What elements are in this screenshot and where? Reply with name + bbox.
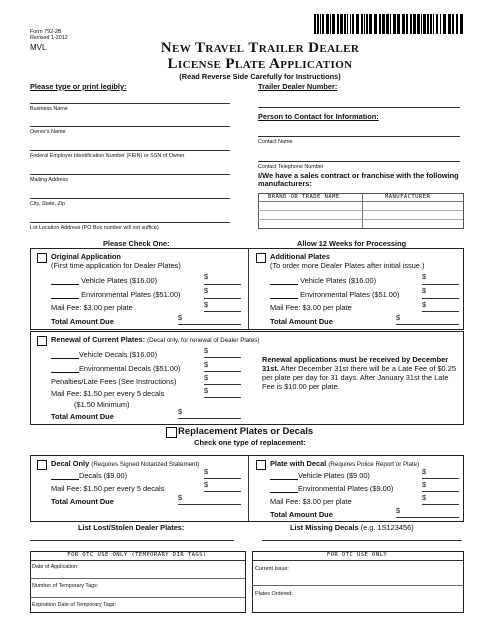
brand-column-header: BRAND OR TRADE NAME xyxy=(268,194,340,200)
renewal-mail-fee: Mail Fee: $1.50 per every 5 decals xyxy=(51,389,165,398)
decal-only-qty[interactable] xyxy=(51,472,79,480)
check-one-label: Please Check One: xyxy=(103,239,170,248)
dollar-sign: $ xyxy=(422,286,427,295)
manufacturer-column-header: MANUFACTURER xyxy=(385,194,431,200)
decal-only-fee-amount[interactable] xyxy=(204,491,241,492)
plates-ordered-label: Plates Ordered: xyxy=(255,591,293,597)
plate-decal-env-amount[interactable] xyxy=(422,491,459,492)
additional-plates-title: Additional Plates xyxy=(270,252,330,261)
original-total-label: Total Amount Due xyxy=(51,317,114,326)
plate-with-decal-title: Plate with Decal xyxy=(270,459,327,468)
dollar-sign: $ xyxy=(396,313,401,322)
plate-with-decal-checkbox[interactable] xyxy=(256,460,266,470)
dollar-sign: $ xyxy=(178,313,183,322)
form-subtitle: (Read Reverse Side Carefully for Instructions) xyxy=(179,72,341,81)
dollar-sign: $ xyxy=(204,480,209,489)
agency-code: MVL xyxy=(30,43,47,52)
original-vehicle-qty[interactable] xyxy=(51,277,79,285)
business-name-label: Business Name xyxy=(30,106,68,112)
original-application-subtitle: (First time application for Dealer Plates) xyxy=(51,261,181,270)
plate-decal-vehicle-qty[interactable] xyxy=(270,472,298,480)
decal-only-total-label: Total Amount Due xyxy=(51,497,114,506)
contact-heading: Person to Contact for Information: xyxy=(258,112,379,121)
additional-env-amount[interactable] xyxy=(422,298,459,299)
renewal-env-qty[interactable] xyxy=(51,365,79,373)
current-issue-label: Current Issue: xyxy=(255,566,289,572)
otc-office-header: FOR OTC USE ONLY xyxy=(326,552,388,558)
temp-tags-expiration-label: Expiration Date of Temporary Tags: xyxy=(32,602,116,608)
additional-env-label: Environmental Plates ($51.00) xyxy=(300,290,400,299)
decal-only-total-amount[interactable] xyxy=(178,504,241,505)
contact-phone-label: Contact Telephone Number xyxy=(258,164,324,170)
dollar-sign: $ xyxy=(422,272,427,281)
plate-decal-env-qty[interactable] xyxy=(270,485,298,493)
form-number: Form 792-2B xyxy=(30,29,62,35)
decal-only-label: Decals ($9.00) xyxy=(79,471,128,480)
dollar-sign: $ xyxy=(396,506,401,515)
dollar-sign: $ xyxy=(204,386,209,395)
missing-decals-example: (e.g. 1S123456) xyxy=(360,523,414,532)
dollar-sign: $ xyxy=(204,360,209,369)
renewal-env-amount[interactable] xyxy=(204,371,241,372)
original-application-checkbox[interactable] xyxy=(37,253,47,263)
additional-total-label: Total Amount Due xyxy=(270,317,333,326)
original-env-label: Environmental Plates ($51.00) xyxy=(81,290,181,299)
additional-plates-checkbox[interactable] xyxy=(256,253,266,263)
renewal-vehicle-amount[interactable] xyxy=(204,357,241,358)
missing-decals-label: List Missing Decals xyxy=(290,523,359,532)
renewal-env-label: Environmental Decals ($51.00) xyxy=(79,364,181,373)
renewal-penalties: Penalties/Late Fees (See Instructions) xyxy=(51,377,177,386)
renewal-deadline-bold: Renewal applications must be received by December 31st. xyxy=(262,355,449,373)
revised-date: Revised 1-2012 xyxy=(30,35,68,41)
replacement-subtitle: Check one type of replacement: xyxy=(194,438,306,447)
original-vehicle-amount[interactable] xyxy=(204,284,241,285)
plate-decal-vehicle-amount[interactable] xyxy=(422,478,459,479)
dollar-sign: $ xyxy=(204,272,209,281)
lost-stolen-label: List Lost/Stolen Dealer Plates: xyxy=(78,523,185,532)
renewal-title: Renewal of Current Plates: xyxy=(51,335,146,344)
original-application-title: Original Application xyxy=(51,252,121,261)
missing-decals-line xyxy=(290,523,414,532)
dollar-sign: $ xyxy=(178,407,183,416)
manufacturers-heading: I/We have a sales contract or franchise with the following manufacturers: xyxy=(258,171,459,188)
renewal-penalty-amount[interactable] xyxy=(204,384,241,385)
plate-decal-fee-amount[interactable] xyxy=(422,504,459,505)
original-env-amount[interactable] xyxy=(204,298,241,299)
additional-vehicle-qty[interactable] xyxy=(270,277,298,285)
city-state-zip-label: City, State, Zip xyxy=(30,201,65,207)
additional-mail-fee: Mail Fee: $3.00 per plate xyxy=(270,303,352,312)
dollar-sign: $ xyxy=(204,346,209,355)
number-of-temp-tags-label: Number of Temporary Tags: xyxy=(32,583,99,589)
plate-decal-env-label: Environmental Plates ($9.00) xyxy=(298,484,394,493)
dollar-sign: $ xyxy=(204,373,209,382)
decal-only-mail-fee: Mail Fee: $1.50 per every 5 decals xyxy=(51,484,165,493)
additional-vehicle-label: Vehicle Plates ($16.00) xyxy=(300,276,377,285)
original-mail-fee: Mail Fee: $3.00 per plate xyxy=(51,303,133,312)
dealer-number-label: Trailer Dealer Number: xyxy=(258,82,338,91)
plate-decal-total-amount[interactable] xyxy=(396,517,459,518)
renewal-deadline-note xyxy=(262,355,458,391)
processing-time-label: Allow 12 Weeks for Processing xyxy=(297,239,407,248)
form-title-line1: New Travel Trailer Dealer xyxy=(160,40,360,56)
additional-env-qty[interactable] xyxy=(270,291,298,299)
renewal-checkbox[interactable] xyxy=(37,336,47,346)
additional-fee-amount[interactable] xyxy=(422,311,459,312)
plate-decal-vehicle-label: Vehicle Plates ($9.00) xyxy=(298,471,370,480)
renewal-title-note: (Decal only, for renewal of Dealer Plates) xyxy=(147,337,260,344)
renewal-vehicle-label: Vehicle Decals ($16.00) xyxy=(79,350,158,359)
lost-stolen-list[interactable] xyxy=(30,540,234,541)
dollar-sign: $ xyxy=(178,493,183,502)
plate-decal-mail-fee: Mail Fee: $3.00 per plate xyxy=(270,497,352,506)
additional-total-amount[interactable] xyxy=(396,324,459,325)
renewal-fee-minimum: ($1.50 Minimum) xyxy=(74,400,130,409)
renewal-fee-amount[interactable] xyxy=(204,397,241,398)
barcode xyxy=(314,14,466,34)
additional-plates-subtitle: (To order more Dealer Plates after initial issue.) xyxy=(270,261,425,270)
missing-decals-list[interactable] xyxy=(262,540,462,541)
original-total-amount[interactable] xyxy=(178,324,241,325)
plate-decal-total-label: Total Amount Due xyxy=(270,510,333,519)
dollar-sign: $ xyxy=(204,467,209,476)
decal-only-title: Decal Only xyxy=(51,459,90,468)
print-instruction: Please type or print legibly: xyxy=(30,82,127,91)
additional-vehicle-amount[interactable] xyxy=(422,284,459,285)
original-fee-amount[interactable] xyxy=(204,311,241,312)
renewal-deadline-rest: After December 31st there will be a Late Fee of $0.25 per plate per day for 31 days. After January 31st the Late Fee is $10.00 per plate. xyxy=(262,364,456,391)
owner-name-label: Owner's Name xyxy=(30,129,66,135)
decal-only-amount[interactable] xyxy=(204,478,241,479)
form-title-line2: License Plate Application xyxy=(167,56,353,72)
renewal-total-label: Total Amount Due xyxy=(51,412,114,421)
fein-label: Federal Employer Identification Number (FEIN) or SSN of Owner xyxy=(30,153,185,159)
otc-temporary-tags-header: FOR OTC USE ONLY (TEMPORARY DIR TAGS) xyxy=(67,552,207,558)
dollar-sign: $ xyxy=(422,300,427,309)
plate-with-decal-note: (Requires Police Report or Plate) xyxy=(328,461,420,468)
replacement-title: Replacement Plates or Decals xyxy=(178,426,314,437)
dollar-sign: $ xyxy=(204,300,209,309)
renewal-total-amount[interactable] xyxy=(178,418,241,419)
renewal-vehicle-qty[interactable] xyxy=(51,351,79,359)
original-vehicle-label: Vehicle Plates ($16.00) xyxy=(81,276,158,285)
contact-name-label: Contact Name xyxy=(258,139,293,145)
dollar-sign: $ xyxy=(422,467,427,476)
replacement-checkbox[interactable] xyxy=(166,427,177,438)
lot-location-label: Lot Location Address (PO Box number will not suffice) xyxy=(30,225,159,231)
decal-only-checkbox[interactable] xyxy=(37,460,47,470)
dollar-sign: $ xyxy=(204,286,209,295)
date-of-application-label: Date of Application: xyxy=(32,564,79,570)
decal-only-note: (Requires Signed Notarized Statement) xyxy=(91,461,200,468)
mailing-address-label: Mailing Address xyxy=(30,177,69,183)
original-env-qty[interactable] xyxy=(51,291,79,299)
dollar-sign: $ xyxy=(422,480,427,489)
dollar-sign: $ xyxy=(422,493,427,502)
